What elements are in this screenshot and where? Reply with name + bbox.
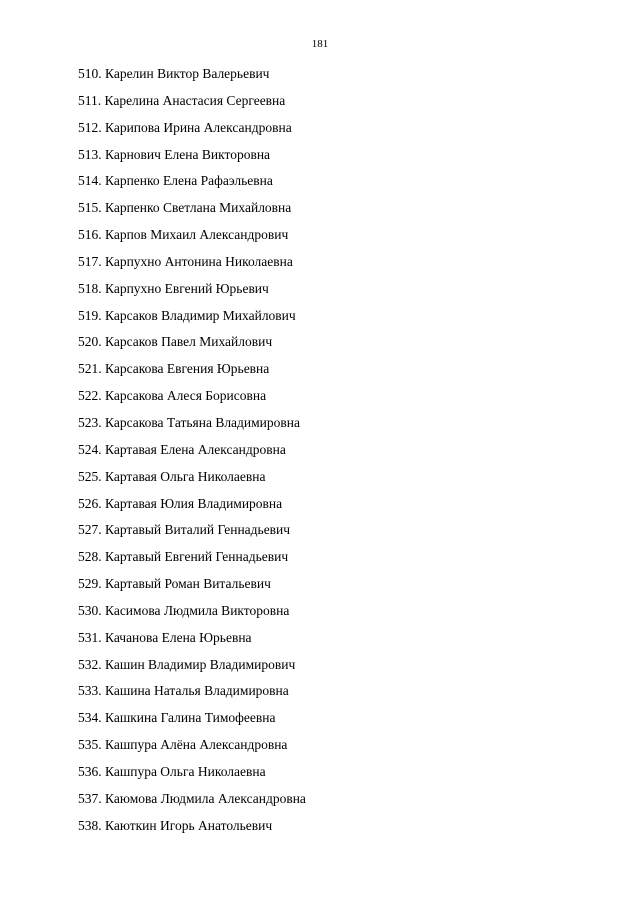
- entry-name: Кашкина Галина Тимофеевна: [105, 710, 276, 726]
- list-item: [78, 388, 306, 415]
- entry-name: Карсакова Евгения Юрьевна: [105, 361, 270, 377]
- entry-number: 536.: [78, 763, 102, 779]
- entry-number: 532.: [78, 656, 102, 672]
- entry-name: Карсаков Владимир Михайлович: [105, 307, 296, 323]
- entry-name: Каюмова Людмила Александровна: [105, 790, 306, 806]
- list-item: [78, 818, 306, 845]
- entry-number: 518.: [78, 280, 102, 296]
- entry-name: Касимова Людмила Викторовна: [105, 602, 290, 618]
- entry-number: 534.: [78, 710, 102, 726]
- entry-name: Картавая Юлия Владимировна: [105, 495, 283, 511]
- entry-name: Карсакова Татьяна Владимировна: [105, 414, 300, 430]
- list-item: [78, 173, 306, 200]
- entry-name: Карпенко Елена Рафаэльевна: [105, 173, 273, 189]
- list-item: [78, 764, 306, 791]
- entry-number: 523.: [78, 414, 102, 430]
- list-item: [78, 576, 306, 603]
- list-item: [78, 227, 306, 254]
- list-item: [78, 361, 306, 388]
- entry-number: 515.: [78, 200, 102, 216]
- entry-name: Карипова Ирина Александровна: [105, 119, 292, 135]
- entry-number: 517.: [78, 253, 102, 269]
- list-item: [78, 415, 306, 442]
- list-item: [78, 603, 306, 630]
- entry-name: Карсакова Алеся Борисовна: [105, 388, 267, 404]
- entry-name: Карпов Михаил Александрович: [105, 227, 289, 243]
- entry-name: Картавая Елена Александровна: [105, 441, 286, 457]
- list-item: [78, 549, 306, 576]
- list-item: [78, 308, 306, 335]
- list-item: [78, 120, 306, 147]
- entry-number: 535.: [78, 737, 102, 753]
- entry-name: Карпухно Антонина Николаевна: [105, 253, 293, 269]
- list-item: [78, 657, 306, 684]
- entry-number: 513.: [78, 146, 102, 162]
- list-item: [78, 791, 306, 818]
- entry-name: Карпухно Евгений Юрьевич: [105, 280, 269, 296]
- list-item: [78, 630, 306, 657]
- list-item: [78, 200, 306, 227]
- list-item: [78, 66, 306, 93]
- entry-number: 521.: [78, 361, 102, 377]
- entry-name: Карнович Елена Викторовна: [105, 146, 271, 162]
- entry-name: Картавый Роман Витальевич: [105, 576, 271, 592]
- entry-name: Картавый Евгений Геннадьевич: [105, 549, 289, 565]
- entry-number: 538.: [78, 817, 102, 833]
- entry-number: 516.: [78, 227, 102, 243]
- entry-number: 524.: [78, 441, 102, 457]
- list-item: [78, 683, 306, 710]
- entry-name: Картавая Ольга Николаевна: [105, 468, 266, 484]
- entry-number: 520.: [78, 334, 102, 350]
- list-item: [78, 737, 306, 764]
- entry-name: Карелин Виктор Валерьевич: [105, 66, 270, 81]
- entry-name: Каюткин Игорь Анатольевич: [105, 817, 273, 833]
- entry-number: 527.: [78, 522, 102, 538]
- entry-number: 529.: [78, 576, 102, 592]
- list-item: [78, 334, 306, 361]
- page-number: 181: [311, 38, 329, 50]
- entry-number: 522.: [78, 388, 102, 404]
- list-item: [78, 469, 306, 496]
- list-item: [78, 496, 306, 523]
- entry-number: 537.: [78, 790, 102, 806]
- entry-name: Кашпура Алёна Александровна: [105, 737, 288, 753]
- list-item: [78, 93, 306, 120]
- entry-name: Кашпура Ольга Николаевна: [105, 763, 266, 779]
- list-item: [78, 442, 306, 469]
- entry-name: Карпенко Светлана Михайловна: [105, 200, 292, 216]
- entry-number: 510.: [78, 66, 102, 81]
- entry-name: Кашин Владимир Владимирович: [105, 656, 296, 672]
- list-item: [78, 710, 306, 737]
- entry-number: 512.: [78, 119, 102, 135]
- entry-name: Картавый Виталий Геннадьевич: [105, 522, 291, 538]
- entry-number: 530.: [78, 602, 102, 618]
- entry-number: 511.: [78, 92, 102, 108]
- entry-number: 533.: [78, 683, 102, 699]
- entry-number: 519.: [78, 307, 102, 323]
- entry-name: Карелина Анастасия Сергеевна: [104, 92, 286, 108]
- list-item: [78, 147, 306, 174]
- entry-number: 525.: [78, 468, 102, 484]
- name-list: [78, 66, 306, 844]
- entry-name: Качанова Елена Юрьевна: [105, 629, 252, 645]
- list-item: [78, 522, 306, 549]
- entry-name: Карсаков Павел Михайлович: [105, 334, 273, 350]
- entry-number: 526.: [78, 495, 102, 511]
- entry-number: 528.: [78, 549, 102, 565]
- list-item: [78, 281, 306, 308]
- entry-number: 531.: [78, 629, 102, 645]
- entry-name: Кашина Наталья Владимировна: [105, 683, 289, 699]
- list-item: [78, 254, 306, 281]
- entry-number: 514.: [78, 173, 102, 189]
